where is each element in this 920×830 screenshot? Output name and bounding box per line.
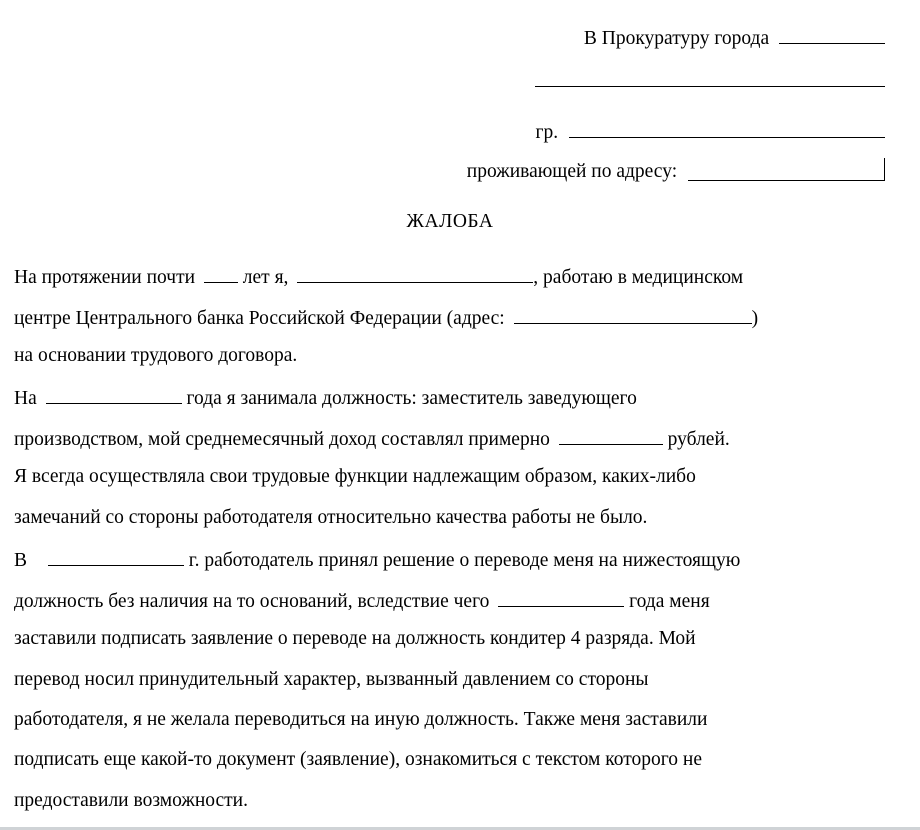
text-segment: центре Центрального банка Российской Федерации (адрес: [14, 308, 505, 329]
addressee-text: В Прокуратуру города [583, 28, 770, 49]
citizen-line [536, 118, 886, 145]
employer-address-blank[interactable] [514, 304, 752, 324]
body-line-9 [14, 587, 710, 611]
body-line-11: перевод носил принудительный характер, вызванный давлением со стороны [14, 669, 649, 690]
text-segment: производством, мой среднемесячный доход составлял примерно [14, 429, 550, 450]
text-segment: лет я, [242, 267, 289, 288]
body-line-6: Я всегда осуществляла свои трудовые функции надлежащим образом, каких-либо [14, 466, 696, 487]
text-segment: г. работодатель принял решение о переводе меня на нижестоящую [188, 550, 741, 571]
body-line-5 [14, 425, 730, 449]
body-line-2 [14, 304, 758, 328]
body-line-1 [14, 263, 743, 287]
text-segment: На [14, 388, 37, 409]
text-segment: На протяжении почти [14, 267, 196, 288]
text-segment: рублей. [667, 429, 730, 450]
income-blank[interactable] [559, 425, 663, 445]
full-name-blank[interactable] [297, 263, 533, 283]
text-segment: должность без наличия на то оснований, вследствие чего [14, 591, 490, 612]
body-line-3: на основании трудового договора. [14, 345, 298, 366]
text-segment: , работаю в медицинском [533, 267, 744, 288]
address-label: проживающей по адресу: [466, 161, 678, 182]
text-segment: года меня [629, 591, 710, 612]
citizen-prefix: гр. [535, 122, 559, 143]
body-line-7: замечаний со стороны работодателя относительно качества работы не было. [14, 507, 648, 528]
body-line-8 [14, 546, 740, 570]
address-line [467, 158, 885, 184]
body-line-4 [14, 384, 637, 408]
body-line-14: предоставили возможности. [14, 790, 248, 811]
text-segment: ) [751, 308, 759, 329]
city-blank[interactable] [779, 24, 885, 44]
transfer-date-blank[interactable] [48, 546, 184, 566]
position-date-blank[interactable] [46, 384, 182, 404]
signing-date-blank[interactable] [498, 587, 624, 607]
text-segment: В [14, 550, 28, 571]
citizen-name-blank[interactable] [569, 118, 885, 138]
document-title: ЖАЛОБА [406, 211, 494, 232]
body-line-12: работодателя, я не желала переводиться на иную должность. Также меня заставили [14, 709, 708, 730]
body-line-13: подписать еще какой-то документ (заявление), ознакомиться с текстом которого не [14, 749, 702, 770]
years-blank[interactable] [204, 263, 238, 283]
addressee-line [584, 24, 885, 51]
body-line-10: заставили подписать заявление о переводе на должность кондитер 4 разряда. Мой [14, 628, 696, 649]
text-segment: года я занимала должность: заместитель заведующего [186, 388, 637, 409]
addressee-second-blank[interactable] [535, 86, 885, 87]
address-blank[interactable] [688, 158, 885, 181]
